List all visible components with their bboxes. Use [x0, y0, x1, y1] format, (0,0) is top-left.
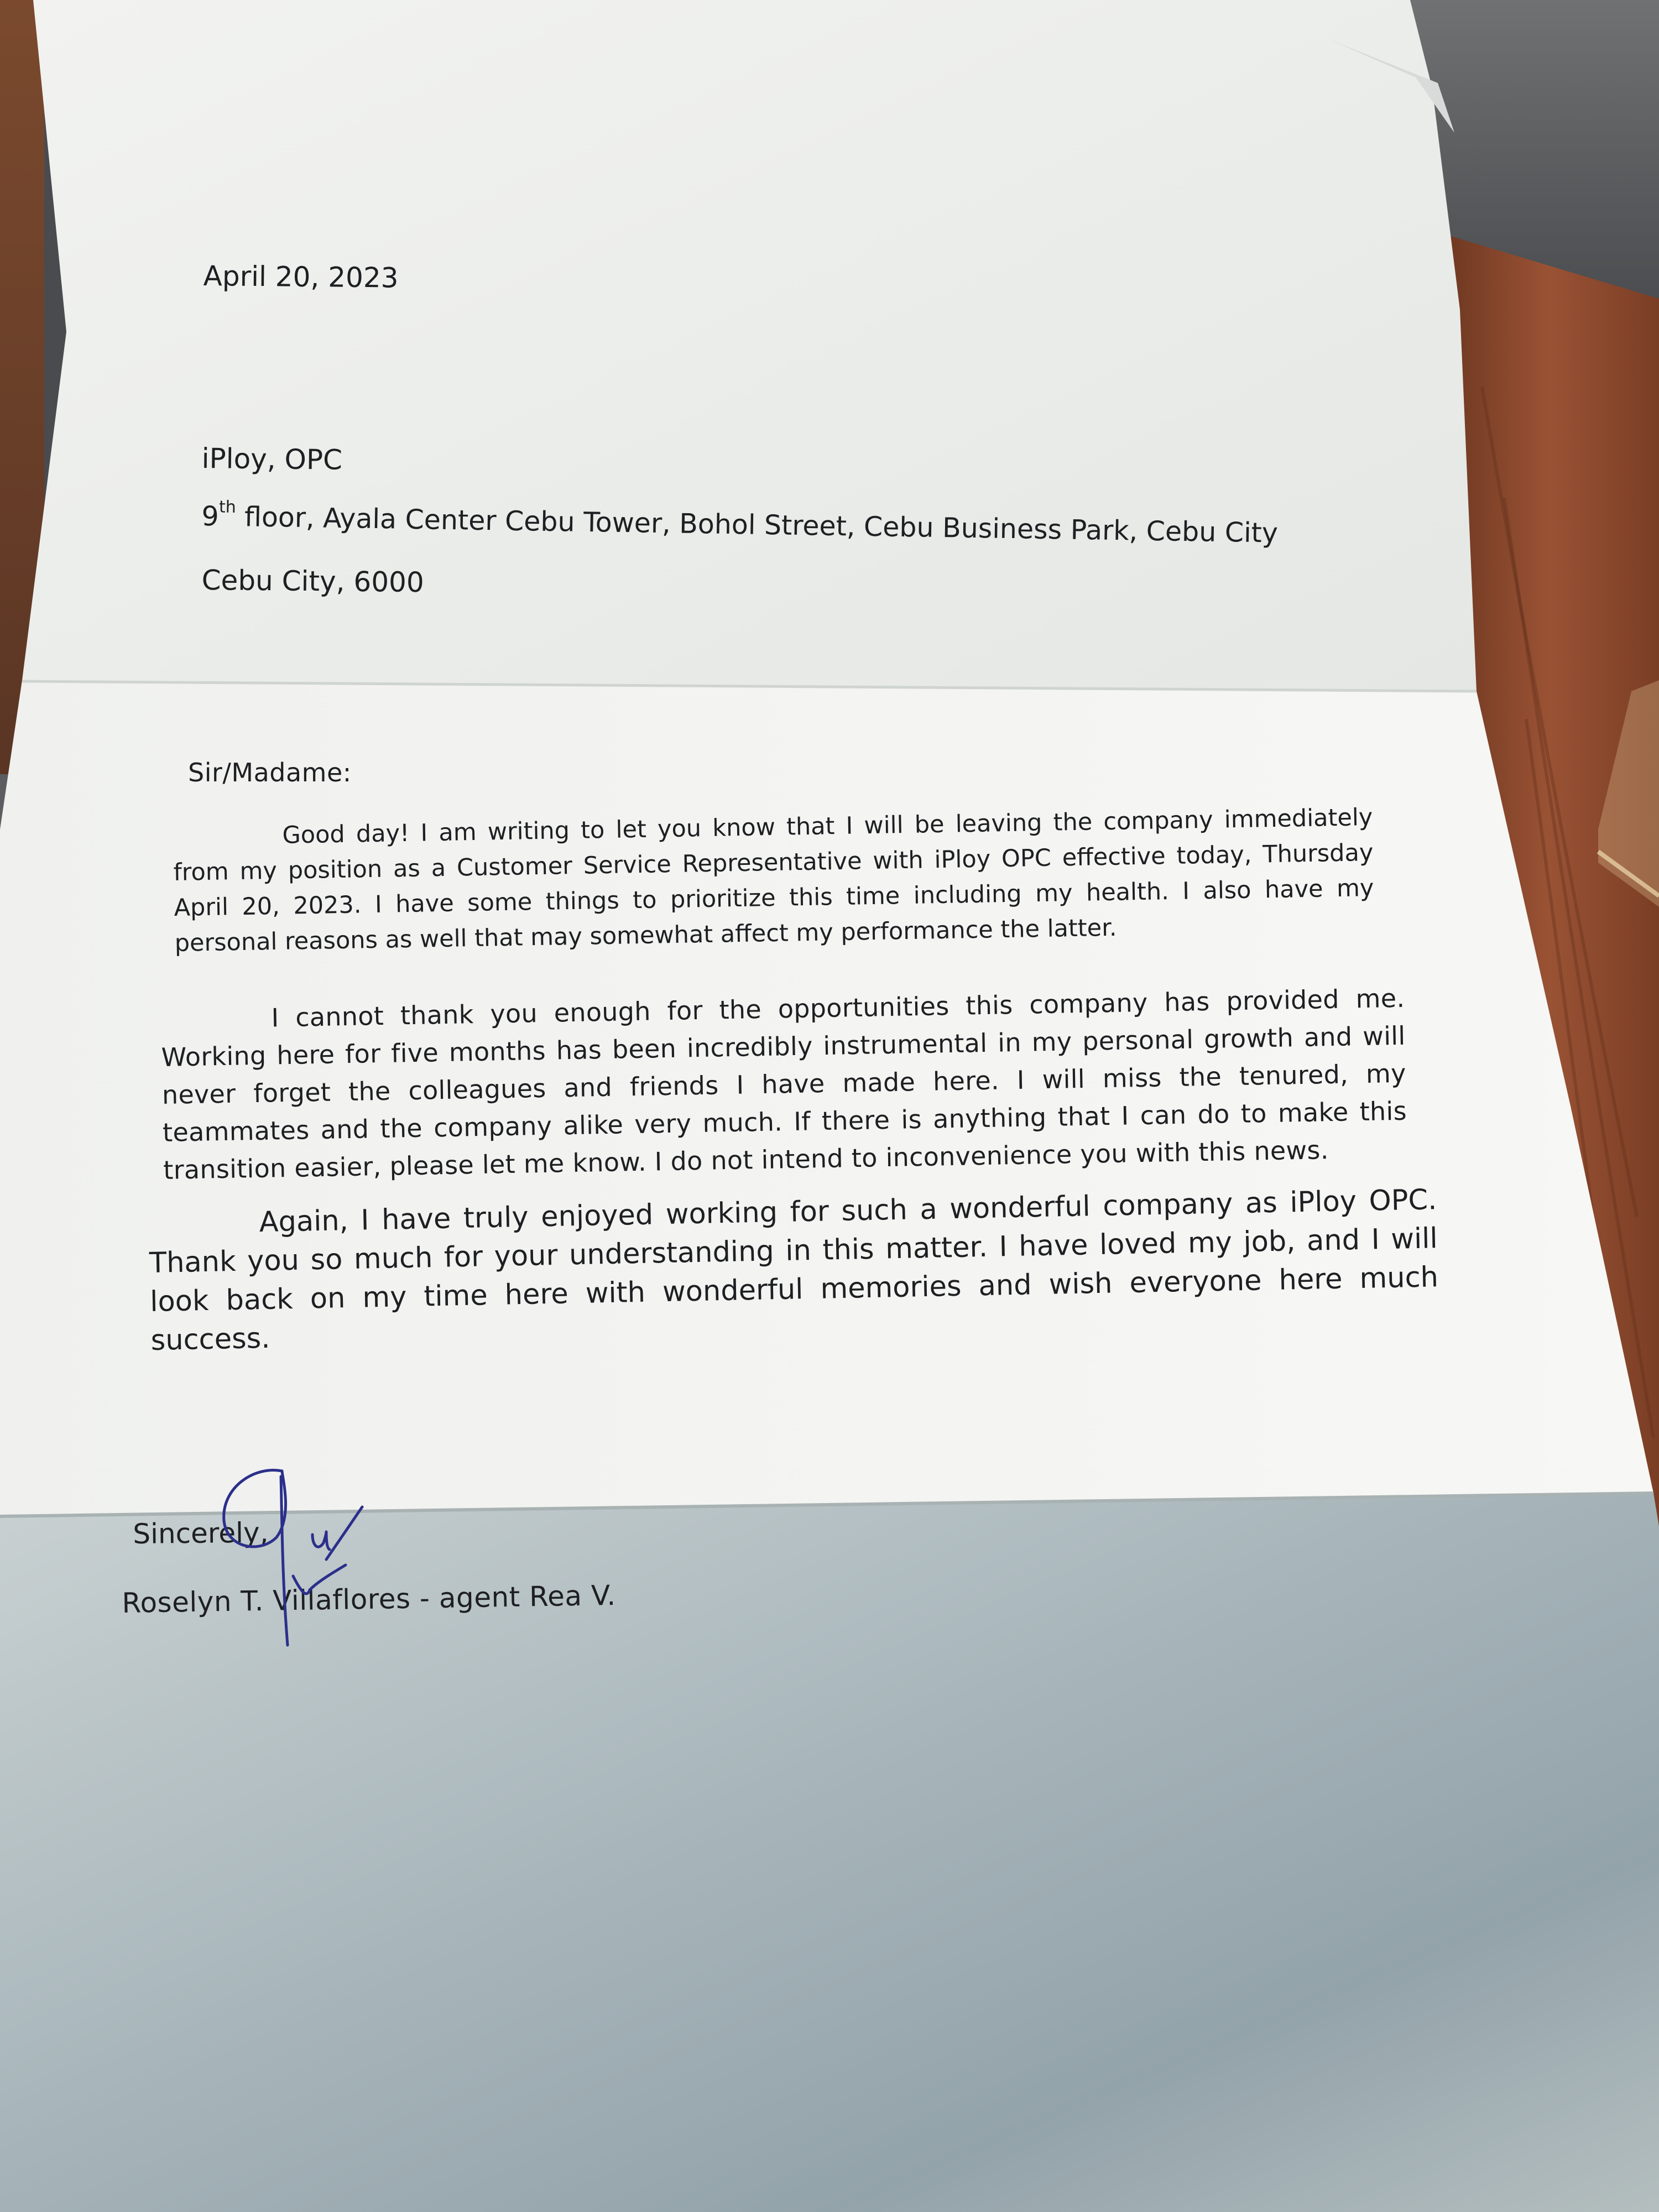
floor-suffix: th	[218, 497, 237, 517]
address-rest: floor, Ayala Center Cebu Tower, Bohol Street, Cebu Business Park, Cebu City	[236, 500, 1279, 549]
recipient-address	[201, 497, 1279, 549]
letter-date: April 20, 2023	[203, 260, 399, 294]
recipient-city: Cebu City, 6000	[201, 564, 425, 599]
closing: Sincerely,	[133, 1516, 269, 1550]
salutation: Sir/Madame:	[188, 758, 352, 787]
paragraph-2: I cannot thank you enough for the opportunities this company has provided me. Working here for five months has been incredibly instrumental in my personal growth and will never forget the colleagues and friends I have made here. I will miss the tenured, my teammates and the company alike very much. If there is anything that I can do to make this transition easier, please let me know. I do not intend to inconvenience you with this news.	[161, 983, 1407, 1185]
paragraph-1: Good day! I am writing to let you know that I will be leaving the company immediately from my position as a Customer Service Representative with iPloy OPC effective today, Thursday April 20, 2023. I have some things to prioritize this time including my health. I also have my personal reasons as well that may somewhat affect my performance the latter.	[173, 804, 1374, 957]
handwritten-signature-icon	[199, 1454, 387, 1653]
signer-name: Roselyn T. Villaflores - agent Rea V.	[122, 1579, 617, 1619]
paragraph-3: Again, I have truly enjoyed working for such a wonderful company as iPloy OPC. Thank you so much for your understanding in this matter. I have loved my job, and I will look back on my time here with wonderful memories and wish everyone here much success.	[149, 1183, 1439, 1357]
recipient-name: iPloy, OPC	[201, 442, 343, 476]
floor-number: 9	[201, 500, 220, 533]
